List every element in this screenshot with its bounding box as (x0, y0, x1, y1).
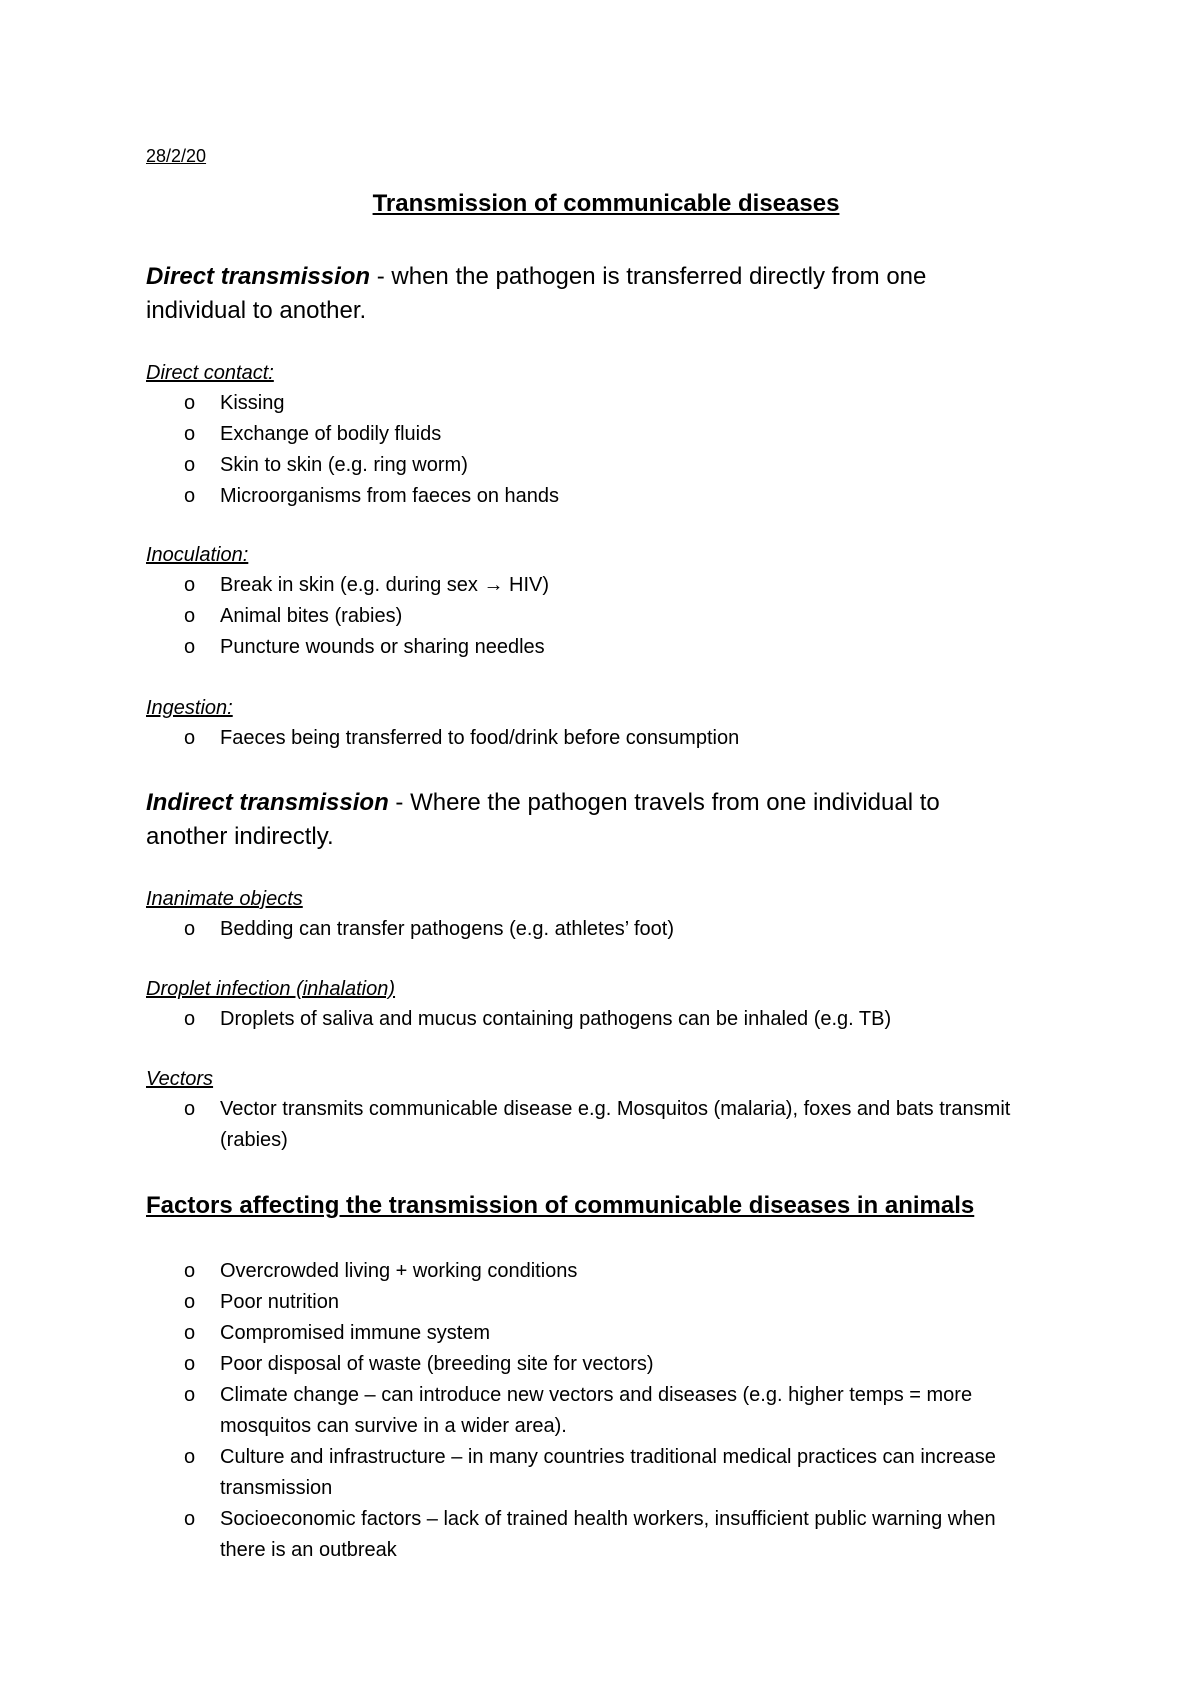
factors-list (184, 1256, 1044, 1566)
bullet-icon: o (184, 636, 196, 658)
list-item: o Poor nutrition (184, 1287, 1044, 1318)
bullet-icon: o (184, 1322, 196, 1344)
direct-transmission-definition: - when the pathogen is transferred directly from one individual to another. (146, 263, 927, 324)
droplet-infection-label: Droplet infection (inhalation) (146, 978, 396, 1000)
inanimate-objects-list (184, 914, 1044, 945)
bullet-icon: o (184, 918, 196, 940)
bullet-icon: o (184, 423, 196, 445)
list-item: o Droplets of saliva and mucus containing pathogens can be inhaled (e.g. TB) (184, 1004, 1044, 1035)
bullet-icon: o (184, 392, 196, 414)
list-item: o Puncture wounds or sharing needles (184, 632, 1044, 663)
list-item: o Skin to skin (e.g. ring worm) (184, 450, 1044, 481)
factors-title: Factors affecting the transmission of communicable diseases in animals (146, 1192, 975, 1219)
bullet-icon: o (184, 1260, 196, 1282)
ingestion-list (184, 723, 1044, 754)
indirect-transmission-definition: - Where the pathogen travels from one individual to another indirectly. (146, 789, 940, 850)
bullet-icon: o (184, 1446, 196, 1468)
bullet-icon: o (184, 454, 196, 476)
bullet-icon: o (184, 1098, 196, 1120)
date: 28/2/20 (146, 146, 207, 166)
indirect-transmission-heading (146, 786, 1026, 854)
bullet-icon: o (184, 1008, 196, 1030)
bullet-icon: o (184, 605, 196, 627)
bullet-icon: o (184, 1291, 196, 1313)
direct-contact-list (184, 388, 1044, 512)
direct-transmission-heading (146, 260, 1026, 328)
list-item: o Break in skin (e.g. during sex → HIV) (184, 570, 1044, 601)
list-item: o Culture and infrastructure – in many countries traditional medical practices can increase transmission (184, 1442, 1044, 1504)
list-item: o Socioeconomic factors – lack of trained health workers, insufficient public warning when there is an outbreak (184, 1504, 1044, 1566)
list-item: o Poor disposal of waste (breeding site for vectors) (184, 1349, 1044, 1380)
list-item: o Animal bites (rabies) (184, 601, 1044, 632)
list-item: o Climate change – can introduce new vectors and diseases (e.g. higher temps = more mosquitos can survive in a wider area). (184, 1380, 1044, 1442)
indirect-transmission-term: Indirect transmission (146, 789, 389, 816)
inoculation-list (184, 570, 1044, 663)
bullet-icon: o (184, 1384, 196, 1406)
inanimate-objects-label: Inanimate objects (146, 888, 303, 910)
droplet-infection-list (184, 1004, 1044, 1035)
list-item: o Vector transmits communicable disease e.g. Mosquitos (malaria), foxes and bats transmit (rabies) (184, 1094, 1044, 1156)
vectors-list (184, 1094, 1044, 1156)
bullet-icon: o (184, 727, 196, 749)
bullet-icon: o (184, 485, 196, 507)
inoculation-label: Inoculation: (146, 544, 249, 566)
bullet-icon: o (184, 574, 196, 596)
list-item: o Microorganisms from faeces on hands (184, 481, 1044, 512)
bullet-icon: o (184, 1353, 196, 1375)
direct-transmission-term: Direct transmission (146, 263, 371, 290)
vectors-label: Vectors (146, 1068, 214, 1090)
document-title: Transmission of communicable diseases (372, 190, 840, 217)
list-item: o Overcrowded living + working conditions (184, 1256, 1044, 1287)
direct-contact-label: Direct contact: (146, 362, 274, 384)
list-item: o Kissing (184, 388, 1044, 419)
list-item: o Bedding can transfer pathogens (e.g. athletes’ foot) (184, 914, 1044, 945)
list-item: o Compromised immune system (184, 1318, 1044, 1349)
list-item: o Faeces being transferred to food/drink before consumption (184, 723, 1044, 754)
list-item: o Exchange of bodily fluids (184, 419, 1044, 450)
ingestion-label: Ingestion: (146, 697, 233, 719)
bullet-icon: o (184, 1508, 196, 1530)
